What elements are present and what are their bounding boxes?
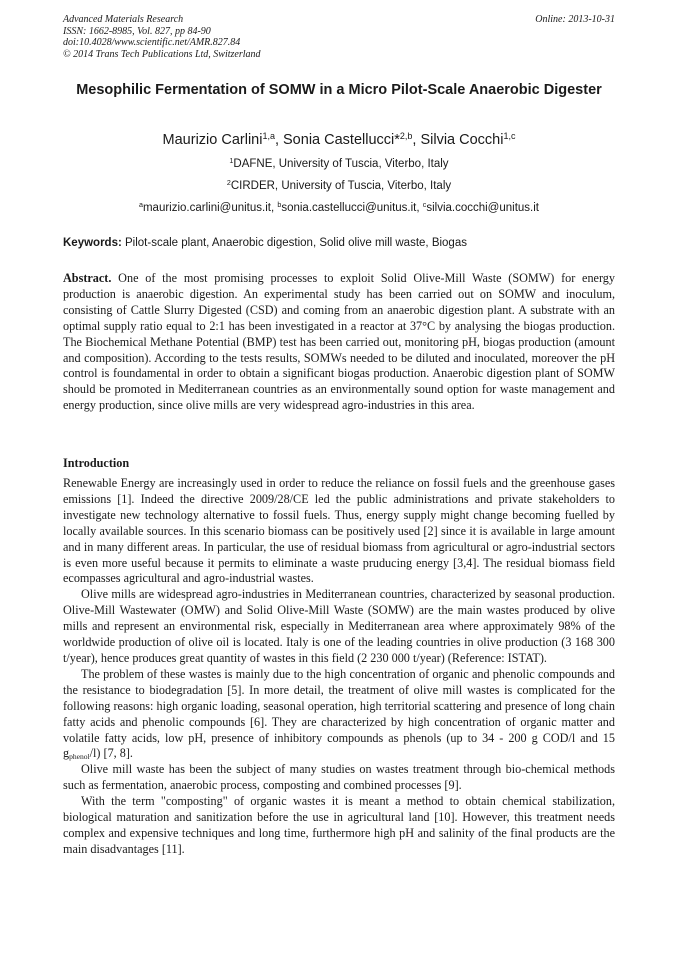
affiliation-superscript: 1 — [229, 157, 234, 166]
email-superscript: b — [277, 201, 282, 210]
paragraph: Olive mill waste has been the subject of many studies on wastes treatment through bio-chemical methods such as fermentation, anaerobic process, composting and combined processes [9]. — [63, 762, 615, 793]
author-separator: , — [412, 132, 421, 148]
email-superscript: a — [139, 201, 143, 210]
author-superscript: 2,b — [399, 131, 413, 142]
paragraph-text: The problem of these wastes is mainly due to the high concentration of organic and phenolic compounds and the resistance to biodegradation [5]. In more detail, the treatment of olive mill wastes is complicated for the following reasons: high organic loading, seasonal operation, high territorial scattering and presence of long chain fatty acids and phenolic compounds [6]. They are characterized by high concentration of organic matter and volatile fatty acids, low pH, presence of inhibitory compounds as phenols (up to 34 - 200 g COD/l and 15 g — [63, 666, 615, 761]
author-name: Silvia Cocchi — [420, 132, 504, 148]
paper-title: Mesophilic Fermentation of SOMW in a Micro Pilot-Scale Anaerobic Digester — [76, 82, 602, 98]
abstract-section — [63, 271, 615, 414]
author-separator: , — [274, 132, 284, 148]
email-address[interactable]: sonia.castellucci@unitus.it, — [281, 202, 423, 214]
author-superscript: 1,a — [262, 131, 275, 142]
paragraph-text: /l) [7, 8]. — [89, 746, 133, 761]
introduction-section — [63, 476, 615, 858]
abstract-text: One of the most promising processes to exploit Solid Olive-Mill Waste (SOMW) for energy production is anaerobic digestion. An experimental study has been carried out on SOMW and inoculum, consisting of Cattle Slurry Digested (CSD) and coming from an anaerobic digestion plant. A substrate with an optimal supply ratio equal to 2:1 has been investigated in a reactor at 37°C by analysing the biogas production. The Biochemical Methane Potential (BMP) test has been carried out, monitoring pH, biogas production (amount and composition). According to the tests results, SOMWs needed to be diluted and inoculated, moreover the pH control is foundamental in order to obtain a significant biogas production. Anaerobic digestion plant of SOMW should be promoted in Mediterranean countries as an environmentally sound option for waste management and energy production, since olive mills are very widespread agro-industries in this area. — [63, 271, 615, 413]
introduction-heading: Introduction — [63, 456, 130, 470]
keywords-text: Pilot-scale plant, Anaerobic digestion, Solid olive mill waste, Biogas — [121, 237, 467, 249]
paragraph: Olive mills are widespread agro-industries in Mediterranean countries, characterized by seasonal production. Olive-Mill Wastewater (OMW) and Solid Olive-Mill Waste (SOMW) are the main wastes produced by olive mills and represent an environmental risk, especially in Mediterranean area where approximately 98% of the worldwide production of olive oil is located. Italy is one of the leading countries in olive production (3 168 300 t/year), hence produces great quantity of wastes in this field (2 230 000 t/year) (Reference: ISTAT). — [63, 587, 615, 665]
affiliation-text: CIRDER, University of Tuscia, Viterbo, Italy — [230, 180, 452, 192]
email-address[interactable]: silvia.cocchi@unitus.it — [426, 202, 539, 214]
paragraph: With the term "composting" of organic wastes it is meant a method to obtain chemical stabilization, biological maturation and sanitization before the use in agricultural land [10]. However, this treatment needs complex and expensive techniques and long time, furthermore high pH and salinity of the final products are the main disadvantages [11]. — [63, 794, 615, 856]
affiliation-superscript: 2 — [226, 179, 231, 188]
email-list — [63, 200, 615, 216]
email-address[interactable]: maurizio.carlini@unitus.it, — [142, 202, 278, 214]
copyright-line: © 2014 Trans Tech Publications Ltd, Switzerland — [63, 48, 261, 60]
affiliation-2 — [63, 178, 615, 194]
journal-name: Advanced Materials Research — [63, 14, 184, 25]
subscript: phenol — [69, 752, 90, 762]
paragraph: Renewable Energy are increasingly used in order to reduce the reliance on fossil fuels and the greenhouse gases emissions [1]. Indeed the directive 2009/28/CE led the public administrations and private stakeholders to investigate new technology alternative to fossil fuels. Thus, energy supply might change becoming fuelled by locally available sources. In this scenario biomass can be positively used [2] since it is available in large amount and in many different areas. In particular, the use of residual biomass from agricultural or agro-industrial sectors is even more useful because it permits to eliminate a waste pruducing energy [3,4]. The residual biomass field ecompasses agricultural and agro-industrial wastes. — [63, 476, 615, 586]
email-superscript: c — [422, 201, 427, 210]
author-list — [63, 130, 615, 150]
paragraph — [63, 667, 615, 762]
online-date: Online: 2013-10-31 — [535, 14, 615, 25]
issn-line: ISSN: 1662-8985, Vol. 827, pp 84-90 — [63, 25, 211, 37]
affiliation-text: DAFNE, University of Tuscia, Viterbo, Italy — [233, 158, 449, 170]
author-name: Maurizio Carlini — [162, 132, 263, 148]
affiliation-1 — [63, 156, 615, 172]
keywords-line — [63, 236, 615, 251]
keywords-label: Keywords: — [63, 237, 122, 249]
doi-line: doi:10.4028/www.scientific.net/AMR.827.84 — [63, 37, 241, 48]
journal-header — [63, 14, 615, 60]
author-name: Sonia Castellucci* — [283, 132, 400, 148]
author-superscript: 1,c — [503, 131, 516, 142]
abstract-label: Abstract. — [63, 271, 112, 285]
